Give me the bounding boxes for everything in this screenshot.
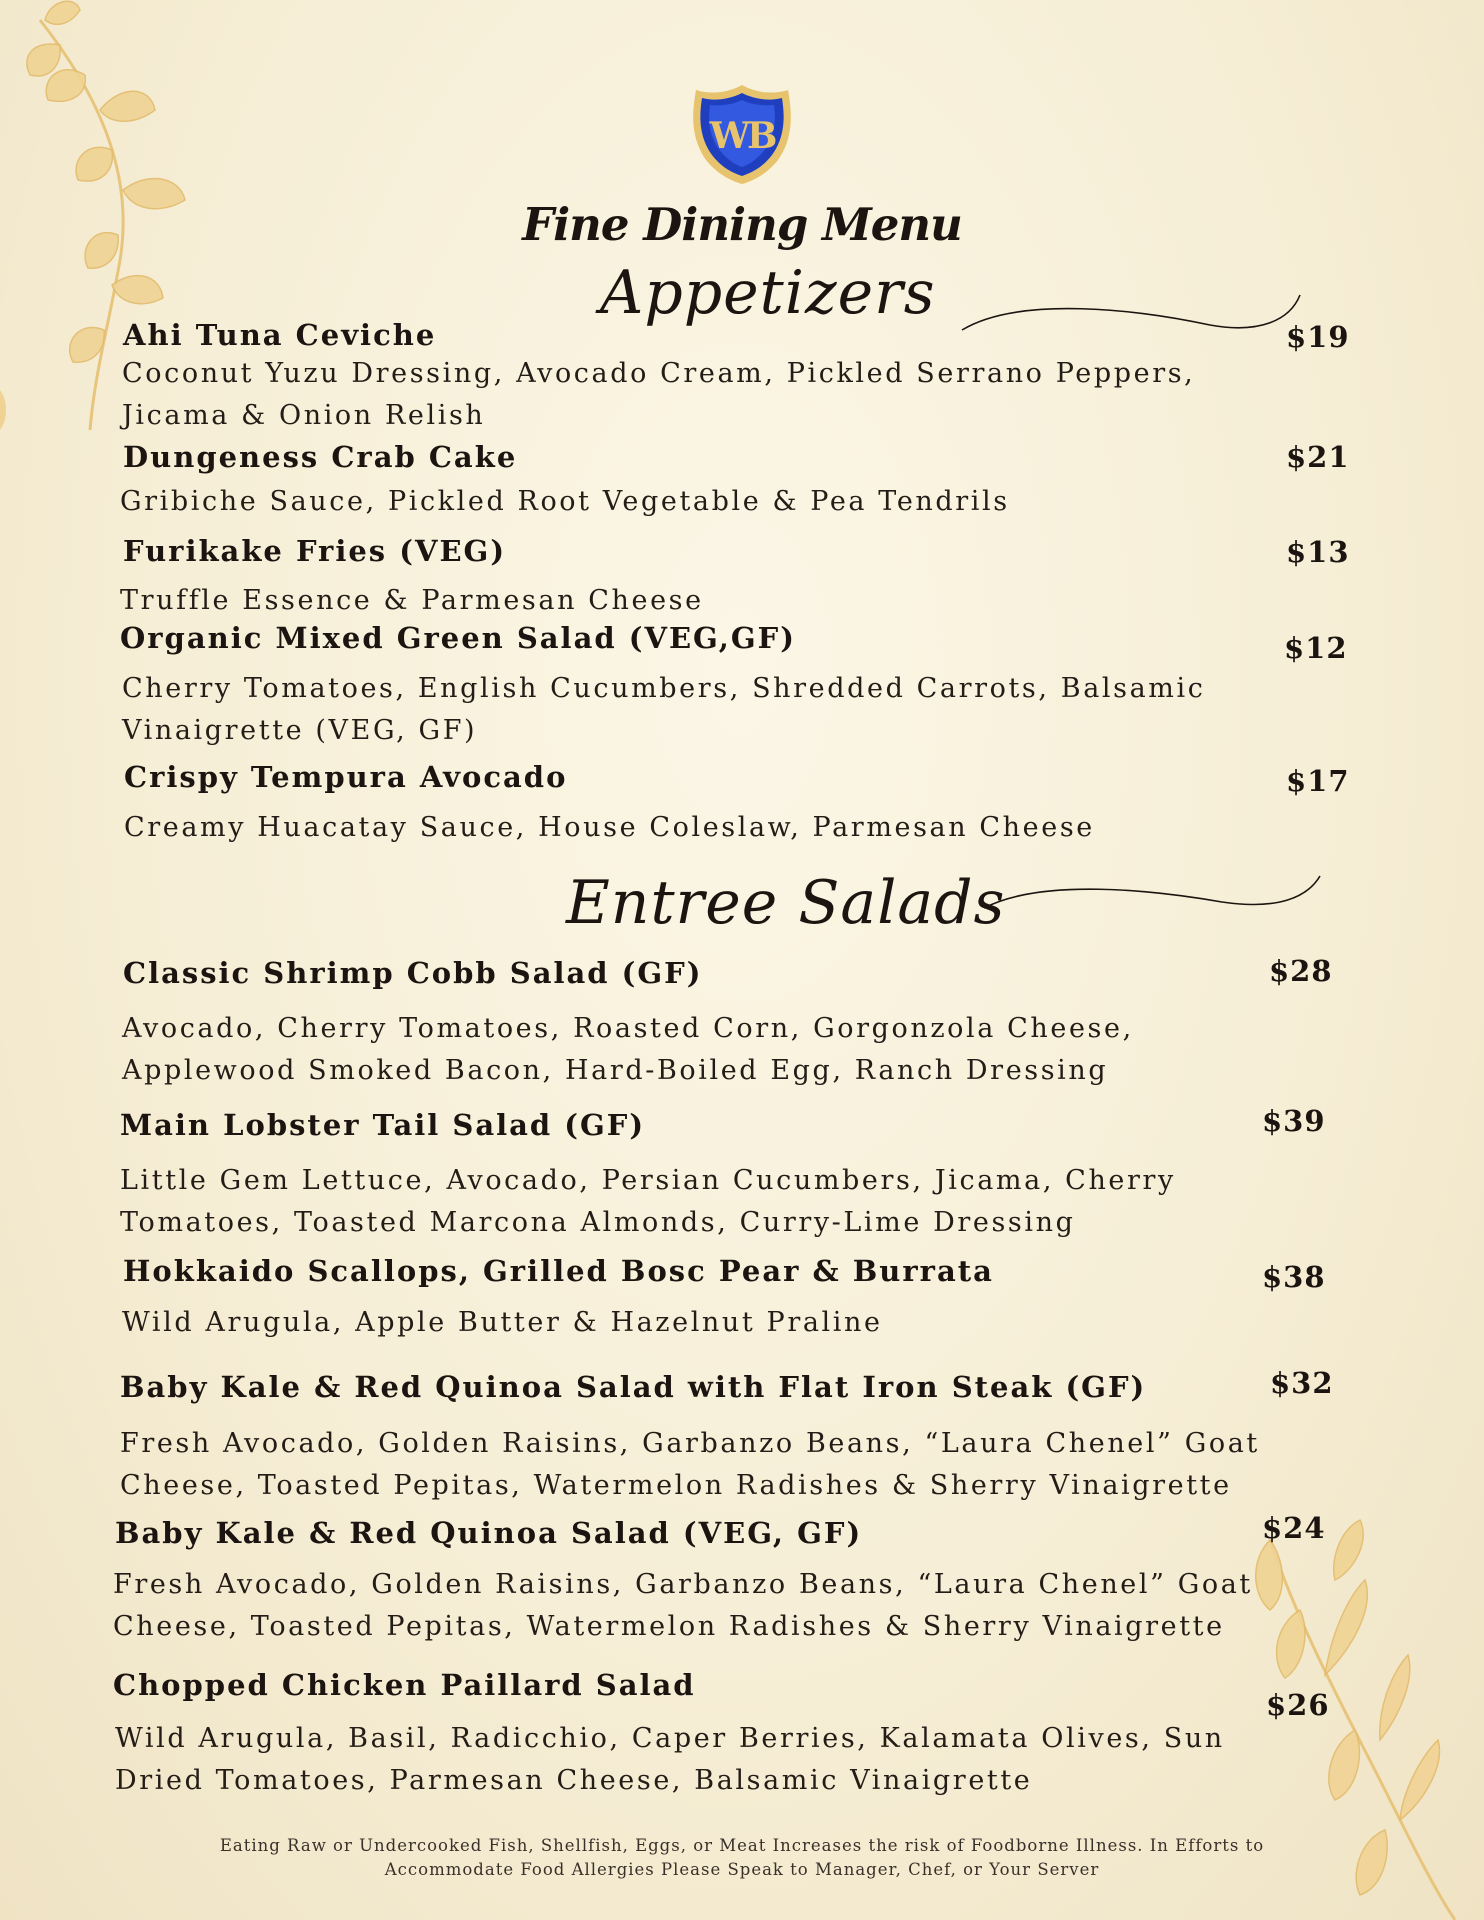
menu-item-price: $24 (1262, 1511, 1326, 1545)
logo-lettering: WB (709, 115, 775, 157)
menu-item-description: Gribiche Sauce, Pickled Root Vegetable & Pea Tendrils (120, 486, 1010, 517)
menu-item-name: Furikake Fries (VEG) (123, 534, 507, 568)
allergy-disclaimer (200, 1834, 1284, 1882)
menu-item-description: Wild Arugula, Basil, Radicchio, Caper Berries, Kalamata Olives, Sun Dried Tomatoes, Parmesan Cheese, Balsamic Vinaigrette (115, 1723, 1225, 1796)
menu-item-description: Wild Arugula, Apple Butter & Hazelnut Praline (122, 1307, 883, 1338)
menu-item-name: Main Lobster Tail Salad (GF) (120, 1108, 646, 1142)
menu-item-description: Fresh Avocado, Golden Raisins, Garbanzo Beans, “Laura Chenel” Goat Cheese, Toasted Pepitas, Watermelon Radishes & Sherry Vinaigrette (120, 1428, 1260, 1501)
menu-item-price: $19 (1286, 320, 1350, 354)
menu-item-name: Baby Kale & Red Quinoa Salad with Flat Iron Steak (GF) (120, 1370, 1147, 1404)
swash-flourish-icon (960, 290, 1305, 335)
menu-item-name: Classic Shrimp Cobb Salad (GF) (123, 956, 703, 990)
menu-item-name: Chopped Chicken Paillard Salad (113, 1668, 696, 1702)
menu-item-name: Hokkaido Scallops, Grilled Bosc Pear & Burrata (123, 1254, 994, 1288)
menu-item-price: $39 (1262, 1104, 1326, 1138)
menu-item-description: Little Gem Lettuce, Avocado, Persian Cucumbers, Jicama, Cherry Tomatoes, Toasted Marcona Almonds, Curry-Lime Dressing (120, 1165, 1176, 1238)
menu-item-description: Fresh Avocado, Golden Raisins, Garbanzo Beans, “Laura Chenel” Goat Cheese, Toasted Pepitas, Watermelon Radishes & Sherry Vinaigrette (113, 1569, 1253, 1642)
disclaimer-line: Eating Raw or Undercooked Fish, Shellfish, Eggs, or Meat Increases the risk of Foodborne Illness. In Efforts to (219, 1836, 1265, 1855)
menu-item-price: $13 (1286, 535, 1350, 569)
menu-item-description: Avocado, Cherry Tomatoes, Roasted Corn, Gorgonzola Cheese, Applewood Smoked Bacon, Hard-Boiled Egg, Ranch Dressing (122, 1013, 1134, 1086)
menu-item-price: $38 (1262, 1260, 1326, 1294)
menu-item-name: Dungeness Crab Cake (123, 440, 518, 474)
menu-title: Fine Dining Menu (522, 198, 962, 251)
leaf-branch-left-edge-icon (0, 380, 20, 440)
menu-item-price: $12 (1284, 631, 1348, 665)
menu-item-price: $21 (1286, 440, 1350, 474)
menu-item-price: $28 (1269, 954, 1333, 988)
section-title-appetizers: Appetizers (600, 258, 936, 328)
menu-item-price: $26 (1266, 1688, 1330, 1722)
menu-item-name: Crispy Tempura Avocado (124, 760, 568, 794)
wb-shield-logo (688, 82, 796, 186)
menu-item-name: Ahi Tuna Ceviche (123, 318, 437, 352)
menu-item-description: Truffle Essence & Parmesan Cheese (120, 585, 704, 616)
menu-item-description: Cherry Tomatoes, English Cucumbers, Shredded Carrots, Balsamic Vinaigrette (VEG, GF) (122, 673, 1206, 746)
swash-flourish-icon (982, 870, 1322, 915)
section-title-entree-salads: Entree Salads (566, 868, 1006, 938)
menu-item-name: Organic Mixed Green Salad (VEG,GF) (120, 621, 796, 655)
menu-item-price: $17 (1286, 764, 1350, 798)
menu-item-price: $32 (1270, 1366, 1334, 1400)
disclaimer-line: Accommodate Food Allergies Please Speak to Manager, Chef, or Your Server (384, 1860, 1100, 1879)
menu-item-description: Coconut Yuzu Dressing, Avocado Cream, Pickled Serrano Peppers, Jicama & Onion Relish (122, 358, 1196, 431)
menu-item-name: Baby Kale & Red Quinoa Salad (VEG, GF) (115, 1516, 863, 1550)
menu-item-description: Creamy Huacatay Sauce, House Coleslaw, Parmesan Cheese (124, 812, 1095, 843)
